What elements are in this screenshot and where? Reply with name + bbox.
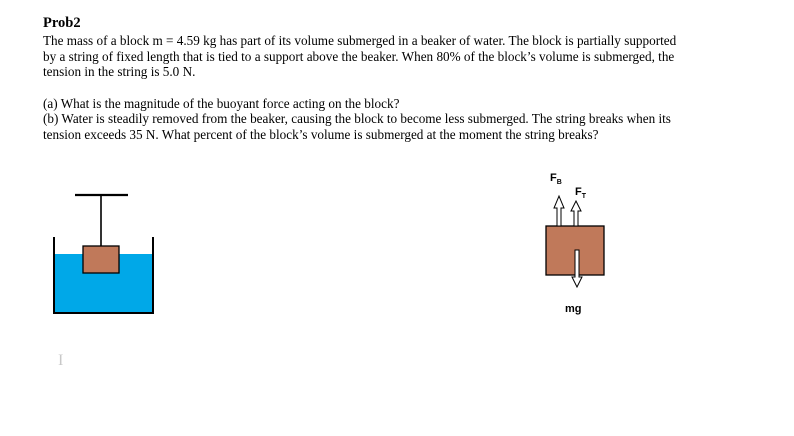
free-body-diagram: [546, 172, 604, 315]
question-b-line: tension exceeds 35 N. What percent of the block’s volume is submerged at the moment the string breaks?: [43, 126, 599, 142]
buoyant-force-arrow: [554, 196, 564, 226]
question-b-line: (b) Water is steadily removed from the beaker, causing the block to become less submerged. The string breaks when its: [43, 111, 671, 126]
problem-title: Prob2: [43, 15, 81, 31]
question-a: (a) What is the magnitude of the buoyant force acting on the block?: [43, 95, 400, 111]
statement-line: tension in the string is 5.0 N.: [43, 64, 196, 79]
beaker-diagram: [54, 195, 153, 313]
text-cursor-icon: I: [58, 352, 64, 369]
statement-line: by a string of fixed length that is tied to a support above the beaker. When 80% of the block’s volume is submerged, the: [43, 48, 675, 64]
weight-label: mg: [565, 303, 582, 315]
tension-arrow: [571, 201, 581, 226]
buoyant-force-label: $F_B$: [550, 172, 562, 186]
statement-line: The mass of a block m = 4.59 kg has part of its volume submerged in a beaker of water. The block is partially supported: [43, 33, 677, 48]
tension-label: $F_T$: [575, 186, 587, 200]
block: [83, 246, 119, 273]
